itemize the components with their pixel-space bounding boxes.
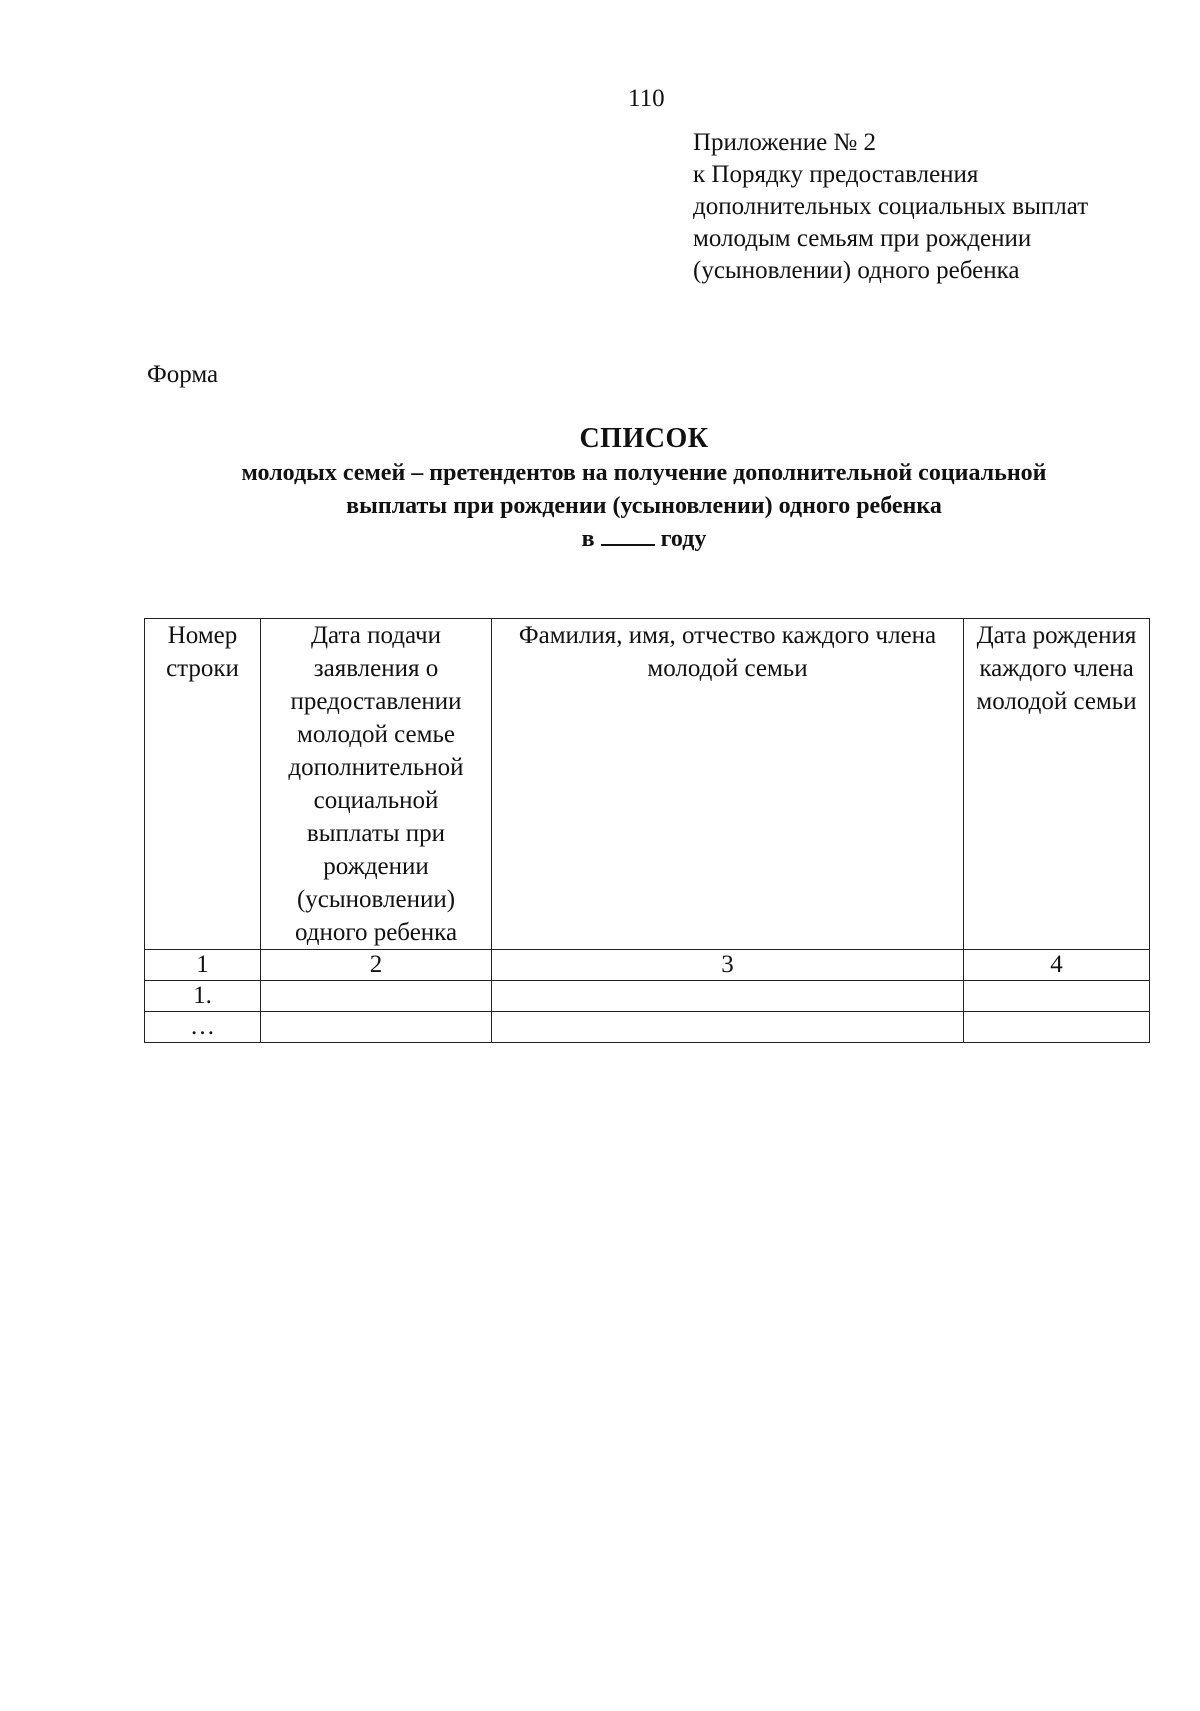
table-header-row — [145, 619, 1150, 950]
column-numbers-row — [145, 950, 1150, 981]
document-title — [144, 421, 1144, 556]
column-number: 2 — [261, 950, 492, 981]
table-cell — [261, 1012, 492, 1043]
header-cell-application-date: Дата подачи заявления о предоставлении молодой семье дополнительной социальной выплаты при рождении (усыновлении) одного ребенка — [261, 619, 492, 950]
header-cell-birth-date: Дата рождения каждого члена молодой семьи — [964, 619, 1150, 950]
appendix-line: (усыновлении) одного ребенка — [693, 257, 1020, 284]
column-number: 3 — [492, 950, 964, 981]
year-blank — [601, 524, 655, 546]
table-cell — [964, 981, 1150, 1012]
appendix-reference — [693, 127, 1088, 287]
table-cell: 1. — [145, 981, 261, 1012]
table-row — [145, 1012, 1150, 1043]
table-cell — [964, 1012, 1150, 1043]
table-cell — [261, 981, 492, 1012]
header-cell-row-number: Номер строки — [145, 619, 261, 950]
appendix-line: к Порядку предоставления — [693, 161, 979, 188]
title-subtitle-line: молодых семей – претендентов на получение дополнительной социальной — [241, 460, 1047, 486]
column-number: 4 — [964, 950, 1150, 981]
page-number: 110 — [628, 85, 665, 112]
appendix-line: Приложение № 2 — [693, 129, 877, 156]
column-number: 1 — [145, 950, 261, 981]
table-cell — [492, 1012, 964, 1043]
table-cell: … — [145, 1012, 261, 1043]
appendix-line: дополнительных социальных выплат — [693, 193, 1089, 220]
title-year-line — [144, 523, 1144, 556]
table-cell — [492, 981, 964, 1012]
header-cell-full-name: Фамилия, имя, отчество каждого члена молодой семьи — [492, 619, 964, 950]
form-label: Форма — [147, 361, 219, 388]
title-main: СПИСОК — [579, 423, 709, 454]
applicants-table — [144, 618, 1150, 1043]
year-suffix: году — [660, 526, 707, 552]
title-subtitle-line: выплаты при рождении (усыновлении) одного ребенка — [346, 493, 942, 519]
year-prefix: в — [581, 526, 595, 552]
table-row — [145, 981, 1150, 1012]
appendix-line: молодым семьям при рождении — [693, 225, 1032, 252]
